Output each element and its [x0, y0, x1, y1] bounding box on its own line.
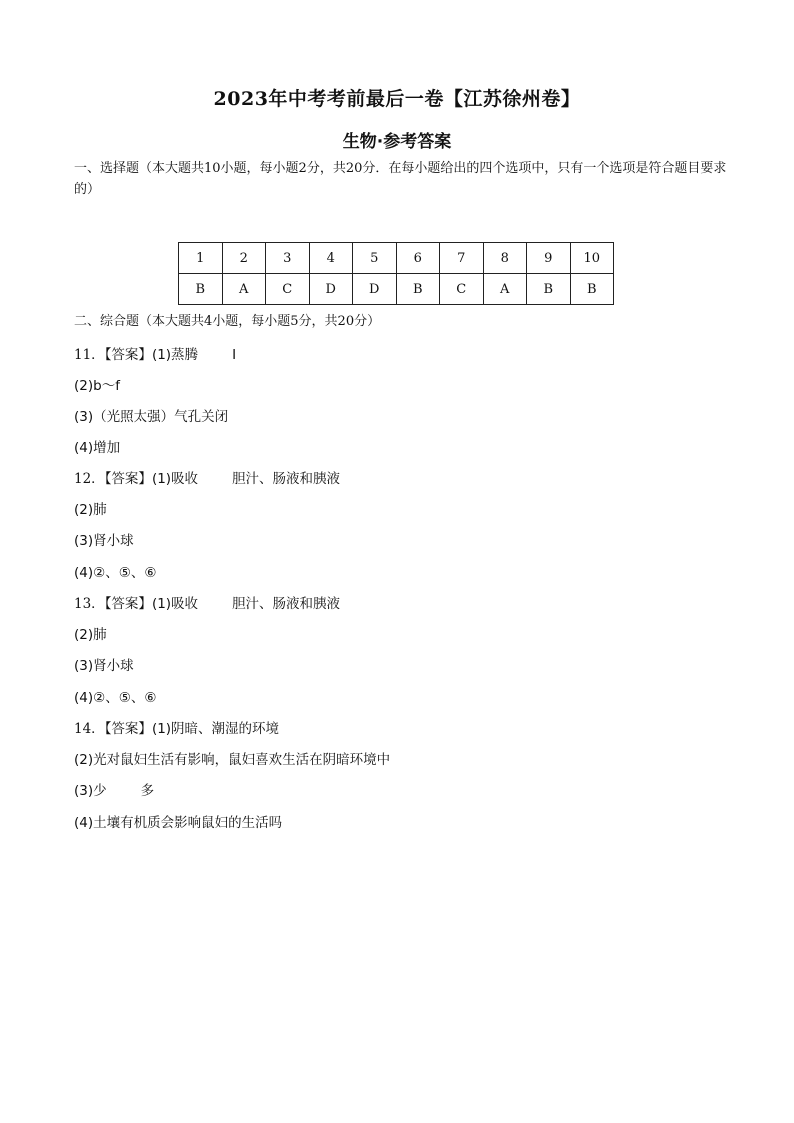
q13-line-3: (3)肾小球 [74, 658, 134, 674]
table-cell-answer: B [527, 274, 571, 305]
table-cell-number: 9 [527, 243, 571, 274]
q11-line-2: (2)b～f [74, 378, 120, 394]
answer-tag: 【答案】 [104, 471, 152, 487]
question-number: 12． [74, 471, 105, 487]
table-cell-number: 6 [396, 243, 440, 274]
table-cell-answer: C [440, 274, 484, 305]
q11-line-4: (4)增加 [74, 440, 121, 456]
q12-line-1 [74, 467, 340, 487]
table-row-answers [179, 274, 614, 305]
table-cell-answer: A [222, 274, 266, 305]
answer-tag: 【答案】 [104, 721, 152, 737]
q12-line-4: (4)②、⑤、⑥ [74, 565, 157, 581]
table-cell-answer: B [179, 274, 223, 305]
q14-line-3 [74, 779, 154, 799]
page-subtitle: 生物·参考答案 [342, 132, 452, 152]
table-cell-number: 1 [179, 243, 223, 274]
q11-line-3: (3)（光照太强）气孔关闭 [74, 409, 229, 425]
table-row-numbers [179, 243, 614, 274]
table-cell-answer: B [570, 274, 614, 305]
answer-part-1: (1)蒸腾 [151, 347, 199, 363]
q11-line-1 [74, 343, 236, 363]
q14-line-4: (4)土壤有机质会影响鼠妇的生活吗 [74, 815, 283, 831]
table-cell-number: 3 [266, 243, 310, 274]
section-1-heading: 一、选择题（本大题共10小题，每小题2分，共20分．在每小题给出的四个选项中，只有一个选项是符合题目要求的） [74, 161, 727, 197]
section-2-heading: 二、综合题（本大题共4小题，每小题5分，共20分） [74, 314, 381, 329]
answer-part-1: (1)阴暗、潮湿的环境 [151, 721, 280, 737]
q12-line-2: (2)肺 [74, 502, 107, 518]
table-cell-answer: A [483, 274, 527, 305]
table-cell-number: 2 [222, 243, 266, 274]
table-cell-number: 10 [570, 243, 614, 274]
table-cell-number: 5 [353, 243, 397, 274]
q13-line-1 [74, 592, 340, 612]
q12-line-3: (3)肾小球 [74, 533, 134, 549]
answer-tag: 【答案】 [104, 347, 152, 363]
table-cell-number: 7 [440, 243, 484, 274]
table-cell-number: 8 [483, 243, 527, 274]
answer-part-3: (3)少 [74, 783, 107, 799]
question-number: 11． [74, 347, 105, 363]
question-number: 13． [74, 596, 105, 612]
q13-line-2: (2)肺 [74, 627, 107, 643]
answer-part-1: (1)吸收 [151, 596, 199, 612]
answer-part-3b: 多 [140, 783, 155, 799]
answer-part-1b: 胆汁、肠液和胰液 [232, 596, 341, 612]
page-title: 2023年中考考前最后一卷【江苏徐州卷】 [213, 88, 581, 110]
table-cell-answer: C [266, 274, 310, 305]
answer-part-1b: 胆汁、肠液和胰液 [232, 471, 341, 487]
q13-line-4: (4)②、⑤、⑥ [74, 690, 157, 706]
answer-table [178, 242, 614, 305]
table-cell-answer: D [309, 274, 353, 305]
table-cell-answer: B [396, 274, 440, 305]
question-number: 14． [74, 721, 105, 737]
table-cell-number: 4 [309, 243, 353, 274]
q14-line-1 [74, 717, 279, 737]
table-cell-answer: D [353, 274, 397, 305]
answer-part-1b: I [232, 347, 237, 363]
answer-tag: 【答案】 [104, 596, 152, 612]
q14-line-2: (2)光对鼠妇生活有影响，鼠妇喜欢生活在阴暗环境中 [74, 752, 391, 768]
answer-part-1: (1)吸收 [151, 471, 199, 487]
